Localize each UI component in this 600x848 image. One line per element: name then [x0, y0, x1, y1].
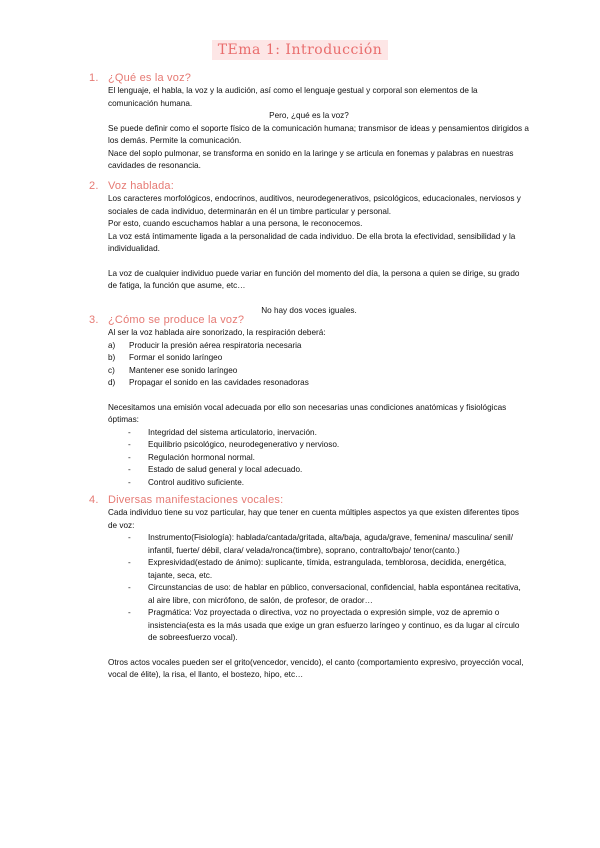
section-manifestaciones-vocales	[89, 494, 529, 682]
list-item-text: Integridad del sistema articulatorio, inervación.	[148, 427, 317, 437]
list-item: - Regulación hormonal normal.	[128, 452, 255, 462]
list-marker: b)	[108, 353, 116, 362]
list-item	[89, 340, 529, 353]
section-que-es-la-voz	[89, 72, 529, 173]
list-item: - Control auditivo suficiente.	[128, 477, 245, 487]
paragraph: Necesitamos una emisión vocal adecuada por ello son necesarias unas condiciones anatómicas y fisiológicas óptimas:	[108, 402, 507, 424]
list-item: - Estado de salud general y local adecuado.	[128, 465, 303, 474]
list-item-text: Formar el sonido laríngeo	[129, 353, 223, 362]
list-item	[89, 377, 529, 390]
page-title-wrap	[0, 40, 600, 60]
section-heading-text: Diversas manifestaciones vocales:	[108, 494, 284, 506]
list-item: - Equilibrio psicológico, neurodegenerativo y nervioso.	[128, 440, 340, 449]
paragraph: Se puede definir como el soporte físico de la comunicación humana; transmisor de ideas y pensamientos dirigidos a los demás. Permite la comunicación.	[108, 123, 529, 145]
section-heading	[89, 494, 529, 506]
section-number: 3.	[89, 314, 99, 326]
section-number: 1.	[89, 72, 99, 84]
list-item-text: Circunstancias de uso: de hablar en público, conversacional, confidencial, habla espontánea recitativa, al aire libre, con micrófono, de salón, de profesor, de orador…	[148, 583, 521, 605]
paragraph: Los caracteres morfológicos, endocrinos, auditivos, neurodegenerativos, psicológicos, educacionales, nerviosos y sociales de cada individuo, determinarán en él un timbre particular y personal.	[108, 194, 521, 216]
dash-list	[89, 427, 529, 490]
list-item-text: Propagar el sonido en las cavidades resonadoras	[129, 378, 309, 387]
section-voz-hablada	[89, 180, 529, 317]
list-marker: c)	[108, 365, 115, 375]
section-heading	[89, 314, 529, 326]
list-item: - Expresividad(estado de ánimo): suplicante, tímida, estrangulada, temblorosa, decidida, energética, tajante, seca, etc.	[128, 558, 507, 580]
list-marker: a)	[108, 340, 116, 350]
list-item-text: Expresividad(estado de ánimo): suplicante, tímida, estrangulada, temblorosa, decidida, energética, tajante, seca, etc.	[148, 558, 507, 580]
page-title: TEma 1: Introducción	[212, 40, 389, 60]
list-item-text: Estado de salud general y local adecuado.	[148, 465, 303, 474]
paragraph: Otros actos vocales pueden ser el grito(vencedor, vencido), el canto (comportamiento expresivo, proyección vocal, vocal de élite), la risa, el llanto, el bostezo, hipo, etc…	[108, 657, 524, 679]
list-item: - Integridad del sistema articulatorio, inervación.	[128, 427, 317, 437]
list-item-text: Control auditivo suficiente.	[148, 477, 245, 487]
section-heading-text: ¿Cómo se produce la voz?	[108, 314, 245, 326]
list-item	[89, 352, 529, 365]
list-item-text: Equilibrio psicológico, neurodegenerativo y nervioso.	[148, 440, 340, 449]
section-heading	[89, 180, 529, 192]
list-item: - Circunstancias de uso: de hablar en público, conversacional, confidencial, habla espontánea recitativa, al aire libre, con micrófono, de salón, de profesor, de orador…	[128, 583, 521, 605]
paragraph: La voz de cualquier individuo puede variar en función del momento del día, la persona a quien se dirige, su grado de fatiga, la función que asume, etc…	[108, 268, 520, 290]
section-heading-text: ¿Qué es la voz?	[108, 72, 192, 84]
list-item: - Instrumento(Fisiología): hablada/cantada/gritada, alta/baja, aguda/grave, femenina/ masculina/ senil/ infantil, fuerte/ débil, clara/ velada/ronca(timbre), soprano, contralto/bajo/ tenor(canto.)	[128, 533, 514, 555]
section-number: 2.	[89, 180, 99, 192]
paragraph: Nace del soplo pulmonar, se transforma en sonido en la laringe y se articula en fonemas y palabras en nuestras cavidades de resonancia.	[108, 148, 514, 170]
list-item-text: Pragmática: Voz proyectada o directiva, voz no proyectada o expresión simple, voz de apremio o insistencia(esta es la más usada que exige un gran esfuerzo laríngeo y continuo, es da lugar al círculo de sobreesfuerzo vocal).	[148, 608, 520, 642]
dash-list	[89, 532, 529, 645]
list-marker: d)	[108, 378, 116, 387]
list-item-text: Producir la presión aérea respiratoria necesaria	[129, 340, 302, 350]
centered-statement: No hay dos voces iguales.	[261, 305, 357, 315]
paragraph: Cada individuo tiene su voz particular, hay que tener en cuenta múltiples aspectos ya que existen diferentes tipos de voz:	[108, 508, 519, 530]
list-item-text: Mantener ese sonido laríngeo	[129, 365, 238, 375]
section-como-se-produce	[89, 314, 529, 489]
section-heading-text: Voz hablada:	[108, 180, 175, 192]
paragraph: La voz está íntimamente ligada a la personalidad de cada individuo. De ella brota la efectividad, sensibilidad y la individualidad.	[108, 231, 516, 253]
paragraph: Al ser la voz hablada aire sonorizado, la respiración deberá:	[108, 328, 326, 337]
list-item-text: Regulación hormonal normal.	[148, 452, 255, 462]
section-heading	[89, 72, 529, 84]
centered-question: Pero, ¿qué es la voz?	[269, 111, 349, 120]
list-item-text: Instrumento(Fisiología): hablada/cantada/gritada, alta/baja, aguda/grave, femenina/ masculina/ senil/ infantil, fuerte/ débil, clara/ velada/ronca(timbre), soprano, contralto/bajo/ tenor(canto.)	[148, 533, 514, 555]
section-number: 4.	[89, 494, 99, 506]
list-item: - Pragmática: Voz proyectada o directiva, voz no proyectada o expresión simple, voz de apremio o insistencia(esta es la más usada que exige un gran esfuerzo laríngeo y continuo, es da lugar al círculo de sobreesfuerzo vocal).	[128, 608, 520, 642]
lettered-list	[89, 340, 529, 390]
paragraph: Por esto, cuando escuchamos hablar a una persona, le reconocemos.	[108, 219, 363, 228]
paragraph: El lenguaje, el habla, la voz y la audición, así como el lenguaje gestual y corporal son elementos de la comunicación humana.	[108, 86, 478, 108]
list-item	[89, 365, 529, 378]
